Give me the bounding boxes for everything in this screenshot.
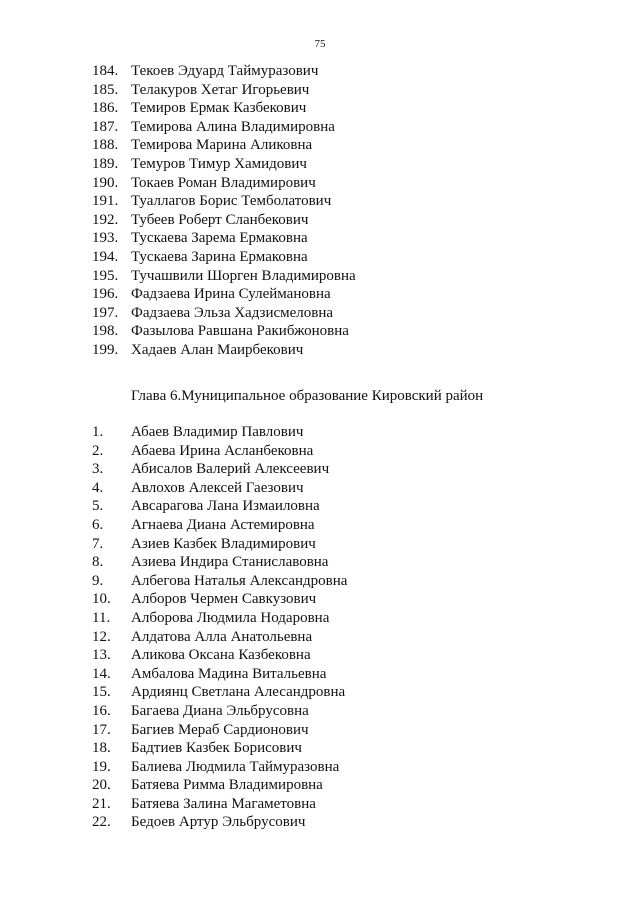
list-item-number: 193. <box>92 230 119 247</box>
list-item-number: 20. <box>92 777 111 794</box>
list-item-number: 22. <box>92 814 111 831</box>
list-item-number: 5. <box>92 498 104 515</box>
list-item-number: 6. <box>92 516 104 533</box>
list-item-name: Токаев Роман Владимирович <box>131 174 316 191</box>
list-item-name: Тускаева Зарина Ермаковна <box>131 248 308 265</box>
list-item-name: Фадзаева Эльза Хадзисмеловна <box>131 304 334 321</box>
list-item-number: 187. <box>92 118 119 135</box>
list-item-number: 192. <box>92 211 119 228</box>
list-item-number: 191. <box>92 193 119 210</box>
list-item-name: Абаев Владимир Павлович <box>131 424 304 440</box>
list-item-number: 194. <box>92 248 119 265</box>
list-item-number: 4. <box>92 479 104 496</box>
list-item-number: 10. <box>92 591 111 608</box>
list-item-number: 16. <box>92 702 111 719</box>
list-item-number: 2. <box>92 442 104 459</box>
chapter-heading: Глава 6.Муниципальное образование Кировский район <box>131 388 484 404</box>
list-item-name: Телакуров Хетаг Игорьевич <box>131 81 310 98</box>
list-item-name: Азиева Индира Станиславовна <box>131 554 329 571</box>
list-item-number: 9. <box>92 572 104 589</box>
list-item-number: 18. <box>92 740 111 757</box>
list-item-name: Туаллагов Борис Темболатович <box>131 193 332 210</box>
list-item-name: Азиев Казбек Владимирович <box>131 535 316 552</box>
list-item-number: 14. <box>92 665 111 682</box>
list-item-name: Абисалов Валерий Алексеевич <box>131 461 330 478</box>
list-item-number: 8. <box>92 554 104 571</box>
list-item-number: 3. <box>92 461 104 478</box>
list-item-number: 186. <box>92 100 119 117</box>
list-item-number: 1. <box>92 424 104 440</box>
list-item-number: 184. <box>92 63 119 79</box>
list-item-name: Агнаева Диана Астемировна <box>131 516 315 533</box>
list-item-number: 17. <box>92 721 111 738</box>
page-number: 75 <box>314 38 326 50</box>
list-item-name: Багиев Мераб Сардионович <box>131 721 309 738</box>
list-item-name: Фадзаева Ирина Сулеймановна <box>131 286 331 303</box>
list-item-number: 19. <box>92 758 111 775</box>
list-item-number: 13. <box>92 647 111 664</box>
list-item-number: 190. <box>92 174 119 191</box>
list-item-number: 21. <box>92 795 111 812</box>
list-item-number: 185. <box>92 81 119 98</box>
list-item-name: Аликова Оксана Казбековна <box>131 647 311 664</box>
list-item-name: Балиева Людмила Таймуразовна <box>131 758 340 775</box>
list-item-name: Алборова Людмила Нодаровна <box>131 609 330 626</box>
list-item-number: 195. <box>92 267 119 284</box>
list-item-number: 188. <box>92 137 119 154</box>
list-item-name: Темирова Алина Владимировна <box>131 118 335 135</box>
list-item-name: Албегова Наталья Александровна <box>131 572 348 589</box>
list-item-number: 7. <box>92 535 104 552</box>
list-item-number: 199. <box>92 341 119 358</box>
list-item-name: Алдатова Алла Анатольевна <box>131 628 313 645</box>
list-item-name: Тучашвили Шорген Владимировна <box>131 267 356 284</box>
list-item-name: Ардиянц Светлана Алесандровна <box>131 684 346 701</box>
list-item-name: Темирова Марина Аликовна <box>131 137 313 154</box>
list-item-name: Текоев Эдуард Таймуразович <box>131 63 319 79</box>
list-item-name: Батяева Залина Магаметовна <box>131 795 316 812</box>
list-item-name: Темиров Ермак Казбекович <box>131 100 307 117</box>
list-item-number: 11. <box>92 609 111 626</box>
list-item-name: Тубеев Роберт Сланбекович <box>131 211 309 228</box>
list-item-name: Алборов Чермен Савкузович <box>131 591 317 608</box>
list-item-number: 189. <box>92 155 119 172</box>
list-item-number: 12. <box>92 628 111 645</box>
list-item-name: Батяева Римма Владимировна <box>131 777 323 794</box>
list-item-number: 15. <box>92 684 111 701</box>
list-item-number: 196. <box>92 286 119 303</box>
list-item-name: Хадаев Алан Маирбекович <box>131 341 304 358</box>
list-item-name: Бедоев Артур Эльбрусович <box>131 814 306 831</box>
list-item-name: Темуров Тимур Хамидович <box>131 155 307 172</box>
list-item-name: Багаева Диана Эльбрусовна <box>131 702 309 719</box>
list-item-name: Авлохов Алексей Гаезович <box>131 479 304 496</box>
list-item-number: 198. <box>92 323 119 340</box>
list-item-name: Фазылова Равшана Ракибжоновна <box>131 323 349 340</box>
list-item-name: Амбалова Мадина Витальевна <box>131 665 327 682</box>
list-item-number: 197. <box>92 304 119 321</box>
list-item-name: Тускаева Зарема Ермаковна <box>131 230 308 247</box>
list-item-name: Абаева Ирина Асланбековна <box>131 442 314 459</box>
list-item-name: Авсарагова Лана Измаиловна <box>131 498 320 515</box>
list-item-name: Бадтиев Казбек Борисович <box>131 740 302 757</box>
